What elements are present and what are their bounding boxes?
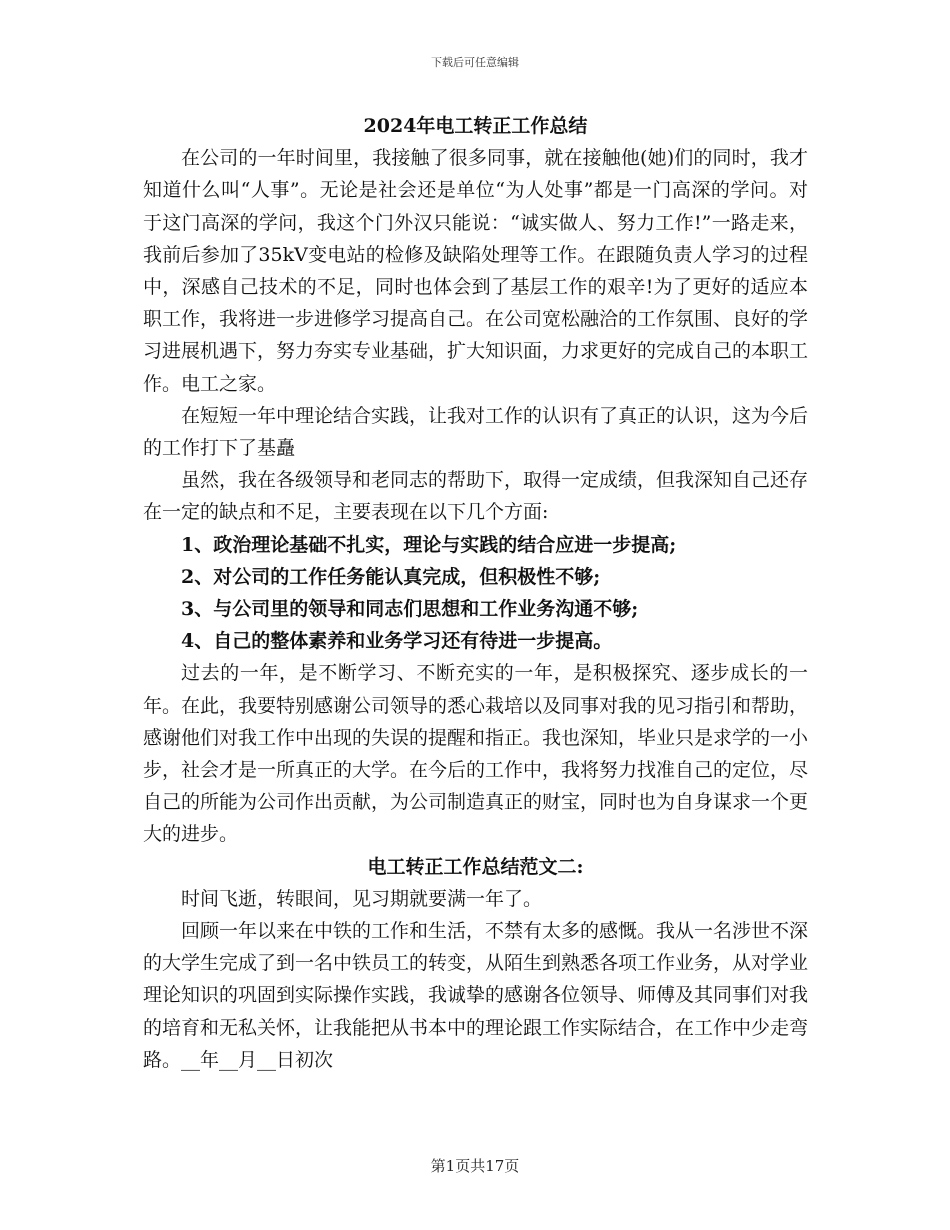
- list-item-4: 4、自己的整体素养和业务学习还有待进一步提高。: [181, 630, 613, 653]
- section-2-title: 电工转正工作总结范文二:: [367, 855, 584, 878]
- list-item-3: 3、与公司里的领导和同志们思想和工作业务沟通不够;: [181, 598, 639, 621]
- header-note: 下载后可任意编辑: [431, 56, 519, 69]
- paragraph-2: 在短短一年中理论结合实践，让我对工作的认识有了真正的认识，这为今后的工作打下了基矗: [143, 404, 809, 460]
- list-item-1: 1、政治理论基础不扎实，理论与实践的结合应进一步提高;: [181, 533, 677, 556]
- document-title: 2024年电工转正工作总结: [363, 115, 588, 137]
- paragraph-3: 虽然，我在各级领导和老同志的帮助下，取得一定成绩，但我深知自己还存在一定的缺点和不足，主要表现在以下几个方面:: [143, 469, 809, 524]
- page-footer: 第1页共17页: [430, 1157, 520, 1175]
- paragraph-1: 在公司的一年时间里，我接触了很多同事，就在接触他(她)们的同时，我才知道什么叫“人事”。无论是社会还是单位“为人处事”都是一门高深的学问。对于这门高深的学问，我这个门外汉只能说：“诚实做人、努力工作!”一路走来，我前后参加了35kV变电站的检修及缺陷处理等工作。在跟随负责人学习的过程中，深感自己技术的不足，同时也体会到了基层工作的艰辛!为了更好的适应本职工作，我将进一步进修学习提高自己。在公司宽松融洽的工作氛围、良好的学习进展机遇下，努力夯实专业基础，扩大知识面，力求更好的完成自己的本职工作。电工之家。: [143, 147, 809, 395]
- section-2-paragraph-2: 回顾一年以来在中铁的工作和生活，不禁有太多的感慨。我从一名涉世不深的大学生完成了到一名中铁员工的转变，从陌生到熟悉各项工作业务，从对学业理论知识的巩固到实际操作实践，我诚挚的感谢各位领导、师傅及其同事们对我的培育和无私关怀，让我能把从书本中的理论跟工作实际结合，在工作中少走弯路。__年__月__日初次: [143, 920, 809, 1071]
- section-2-paragraph-1: 时间飞逝，转眼间，见习期就要满一年了。: [181, 887, 543, 910]
- closing-paragraph: 过去的一年，是不断学习、不断充实的一年，是积极探究、逐步成长的一年。在此，我要特别感谢公司领导的悉心栽培以及同事对我的见习指引和帮助，感谢他们对我工作中出现的失误的提醒和指正。我也深知，毕业只是求学的一小步，社会才是一所真正的大学。在今后的工作中，我将努力找准自己的定位，尽自己的所能为公司作出贡献，为公司制造真正的财宝，同时也为自身谋求一个更大的进步。: [143, 662, 809, 846]
- list-item-2: 2、对公司的工作任务能认真完成，但积极性不够;: [181, 565, 601, 588]
- document-body: [143, 110, 808, 1076]
